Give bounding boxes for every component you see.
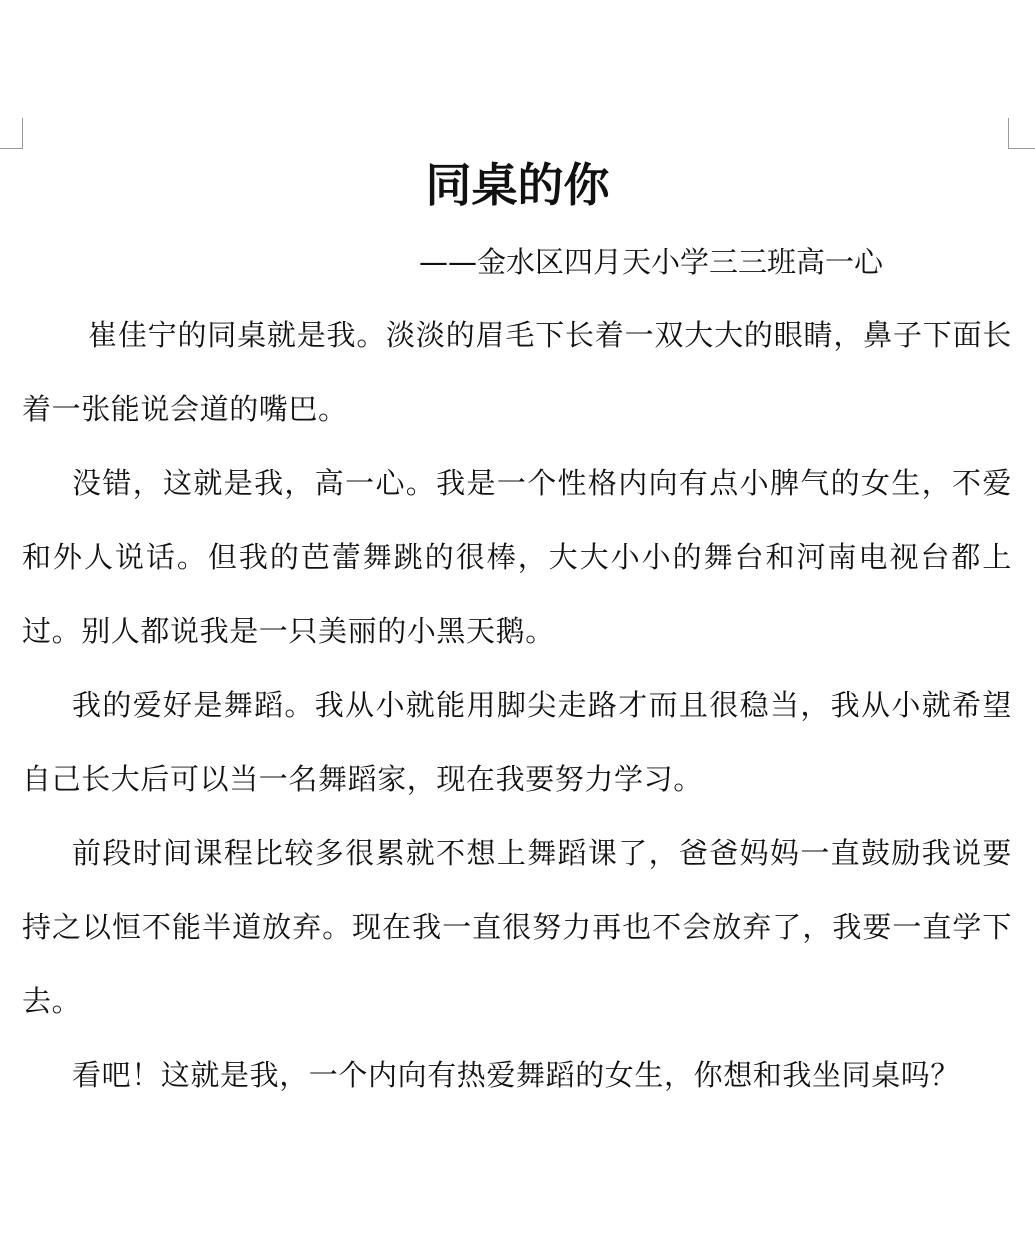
paragraph-3: 我的爱好是舞蹈。我从小就能用脚尖走路才而且很稳当，我从小就希望自己长大后可以当一名舞蹈家，现在我要努力学习。 <box>22 688 1012 796</box>
paragraph-5: 看吧！这就是我，一个内向有热爱舞蹈的女生，你想和我坐同桌吗？ <box>72 1058 961 1092</box>
page-corner-mark-right <box>1008 118 1035 149</box>
paragraph-2: 没错，这就是我，高一心。我是一个性格内向有点小脾气的女生，不爱和外人说话。但我的芭蕾舞跳的很棒，大大小小的舞台和河南电视台都上过。别人都说我是一只美丽的小黑天鹅。 <box>22 466 1012 648</box>
paragraph-1: 崔佳宁的同桌就是我。淡淡的眉毛下长着一双大大的眼睛，鼻子下面长着一张能说会道的嘴巴。 <box>22 318 1012 426</box>
author-byline: ——金水区四月天小学三三班高一心 <box>419 245 884 279</box>
page-corner-mark-left <box>0 118 23 149</box>
document-body <box>22 298 1012 1112</box>
paragraph-4: 前段时间课程比较多很累就不想上舞蹈课了，爸爸妈妈一直鼓励我说要持之以恒不能半道放弃。现在我一直很努力再也不会放弃了，我要一直学下去。 <box>22 836 1012 1018</box>
document-title: 同桌的你 <box>425 158 610 212</box>
